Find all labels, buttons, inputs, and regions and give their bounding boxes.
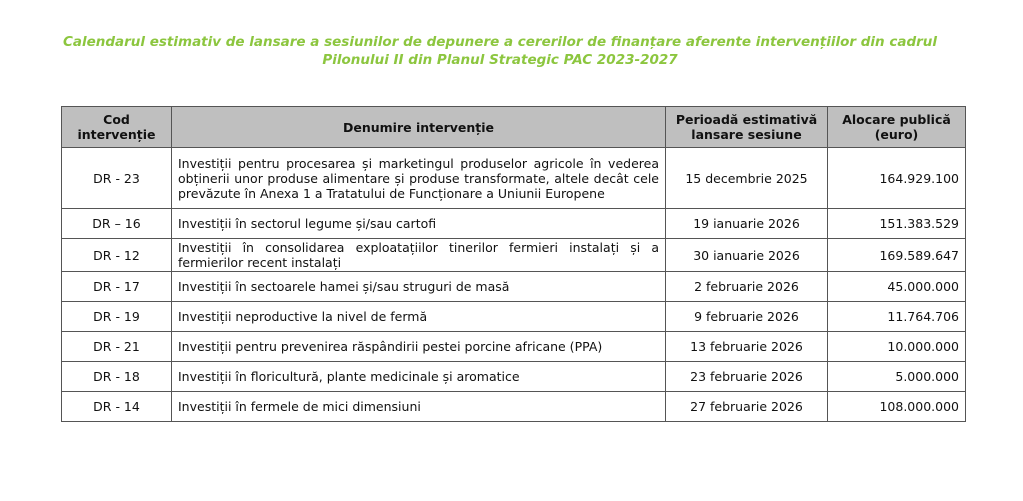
table-row [62, 272, 966, 302]
cell-name: Investiții în sectorul legume și/sau cartofi [172, 209, 666, 239]
cell-code: DR – 16 [62, 209, 172, 239]
cell-code: DR - 23 [62, 148, 172, 209]
cell-name: Investiții pentru procesarea și marketingul produselor agricole în vederea obținerii unor produse alimentare și produse transformate, altele decât cele prevăzute în Anexa 1 a Tratatului de Funcționare a Uniunii Europene [172, 148, 666, 209]
cell-amount: 164.929.100 [828, 148, 966, 209]
header-name: Denumire intervenție [172, 107, 666, 148]
header-period-line2: lansare sesiune [691, 127, 802, 142]
cell-date: 2 februarie 2026 [666, 272, 828, 302]
cell-name: Investiții în floricultură, plante medicinale și aromatice [172, 362, 666, 392]
header-period [666, 107, 828, 148]
document-title-line1: Calendarul estimativ de lansare a sesiunilor de depunere a cererilor de finanțare aferente intervențiilor din cadrul [62, 34, 938, 50]
table-row [62, 332, 966, 362]
cell-name: Investiții neproductive la nivel de fermă [172, 302, 666, 332]
cell-code: DR - 19 [62, 302, 172, 332]
cell-date: 27 februarie 2026 [666, 392, 828, 422]
table-row [62, 239, 966, 272]
header-allocation [828, 107, 966, 148]
cell-date: 30 ianuarie 2026 [666, 239, 828, 272]
header-code [62, 107, 172, 148]
cell-amount: 10.000.000 [828, 332, 966, 362]
sessions-table [61, 106, 966, 422]
document-title [0, 33, 1000, 69]
cell-code: DR - 18 [62, 362, 172, 392]
header-allocation-line1: Alocare publică [842, 112, 951, 127]
header-period-line1: Perioadă estimativă [675, 112, 818, 127]
cell-code: DR - 17 [62, 272, 172, 302]
document-title-line2: Pilonului II din Planul Strategic PAC 2023-2027 [322, 52, 678, 68]
table-row [62, 148, 966, 209]
cell-date: 23 februarie 2026 [666, 362, 828, 392]
cell-date: 13 februarie 2026 [666, 332, 828, 362]
cell-date: 15 decembrie 2025 [666, 148, 828, 209]
cell-amount: 169.589.647 [828, 239, 966, 272]
header-code-line2: intervenție [77, 127, 156, 142]
cell-code: DR - 21 [62, 332, 172, 362]
header-code-line1: Cod [103, 112, 130, 127]
header-allocation-line2: (euro) [874, 127, 919, 142]
cell-code: DR - 14 [62, 392, 172, 422]
cell-name: Investiții în sectoarele hamei și/sau struguri de masă [172, 272, 666, 302]
table-row [62, 302, 966, 332]
table-row [62, 209, 966, 239]
table-row [62, 362, 966, 392]
cell-name: Investiții în consolidarea exploatațiilor tinerilor fermieri instalați și a fermierilor recent instalați [172, 239, 666, 272]
table-header-row [62, 107, 966, 148]
cell-amount: 45.000.000 [828, 272, 966, 302]
cell-date: 19 ianuarie 2026 [666, 209, 828, 239]
cell-code: DR - 12 [62, 239, 172, 272]
cell-name: Investiții pentru prevenirea răspândirii pestei porcine africane (PPA) [172, 332, 666, 362]
table-row [62, 392, 966, 422]
cell-name: Investiții în fermele de mici dimensiuni [172, 392, 666, 422]
cell-amount: 5.000.000 [828, 362, 966, 392]
cell-amount: 11.764.706 [828, 302, 966, 332]
cell-date: 9 februarie 2026 [666, 302, 828, 332]
cell-amount: 108.000.000 [828, 392, 966, 422]
cell-amount: 151.383.529 [828, 209, 966, 239]
